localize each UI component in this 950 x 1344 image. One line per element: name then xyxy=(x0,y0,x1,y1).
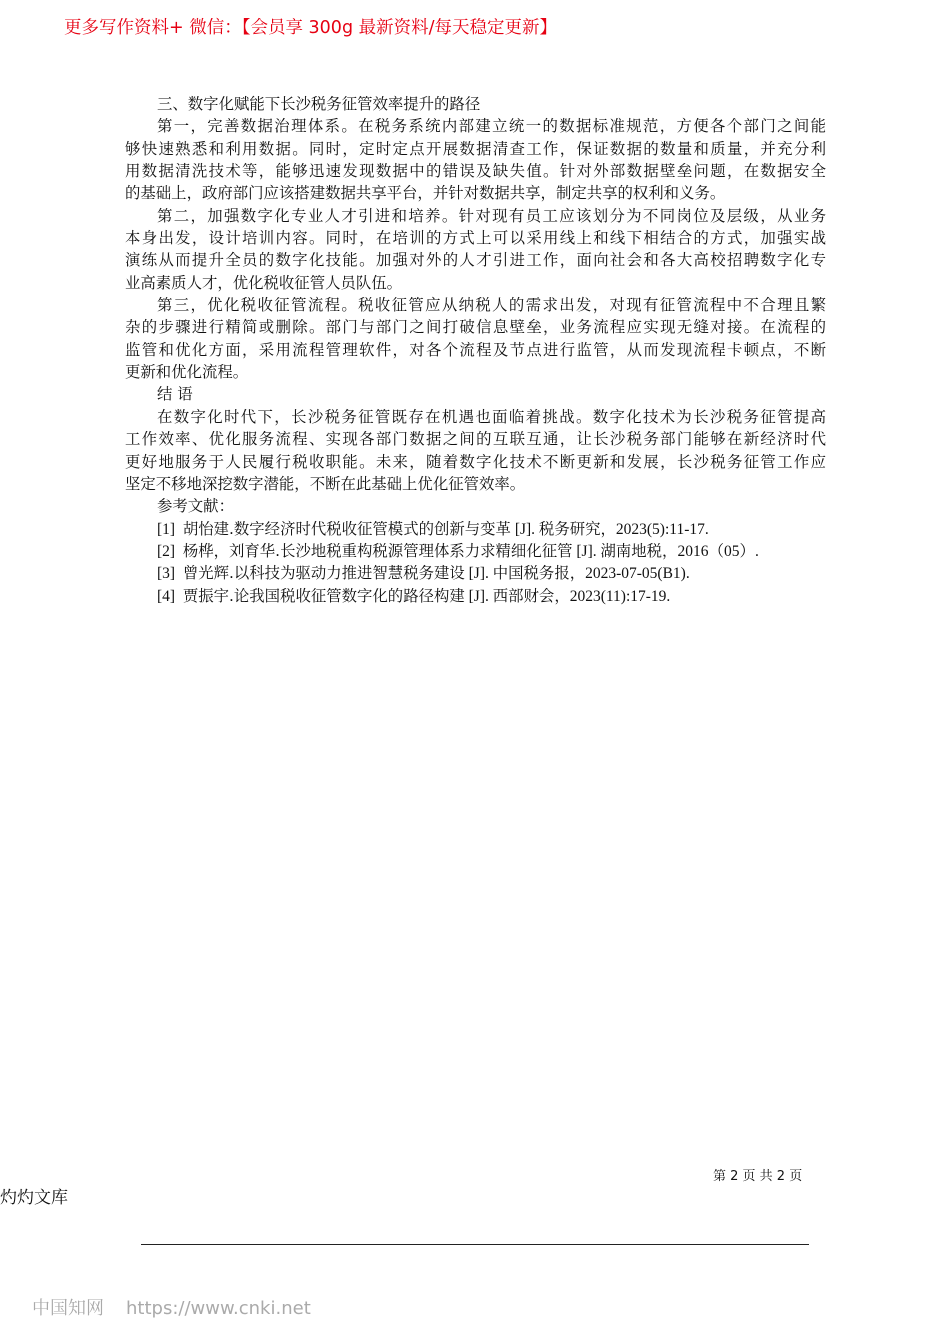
watermark xyxy=(32,1294,311,1320)
reference-title: 贾振宇.论我国税收征管数字化的路径构建 xyxy=(182,586,465,605)
reference-type: [J]. xyxy=(514,520,536,538)
reference-title: 曾光辉.以科技为驱动力推进智慧税务建设 xyxy=(182,564,465,583)
text-line: 监管和优化方面，采用流程管理软件，对各个流程及节点进行监管，从而发现流程卡顿点，不断 xyxy=(125,340,826,359)
promo-banner: 更多写作资料+ 微信：【会员享 300g 最新资料/每天稳定更新】 xyxy=(64,18,558,38)
reference-number: [1] xyxy=(157,520,176,538)
reference-item xyxy=(125,562,826,584)
library-name: 灼灼文库 xyxy=(0,1188,68,1208)
reference-item xyxy=(125,540,826,562)
reference-source: 湖南地税， xyxy=(600,541,678,560)
reference-detail: 2023(11):17-19. xyxy=(569,587,671,605)
paragraph-3 xyxy=(125,294,826,383)
text-line: 的基础上，政府部门应该搭建数据共享平台，并针对数据共享，制定共享的权利和义务。 xyxy=(125,184,726,203)
reference-source: 西部财会， xyxy=(492,586,570,605)
watermark-name: 中国知网 xyxy=(32,1298,104,1319)
text-line: 第一，完善数据治理体系。在税务系统内部建立统一的数据标准规范，方便各个部门之间能 xyxy=(157,117,826,136)
watermark-url: https://www.cnki.net xyxy=(126,1298,311,1319)
reference-title: 杨桦，刘育华.长沙地税重构税源管理体系力求精细化征管 xyxy=(182,541,573,560)
reference-type: [J]. xyxy=(576,542,597,560)
reference-detail: 2016（05）. xyxy=(677,542,759,560)
reference-number: [2] xyxy=(157,542,176,560)
text-line: 本身出发，设计培训内容。同时，在培训的方式上可以采用线上和线下相结合的方式，加强实战 xyxy=(125,229,826,248)
text-line: 更好地服务于人民履行税收职能。未来，随着数字化技术不断更新和发展，长沙税务征管工作应 xyxy=(125,452,826,471)
reference-title: 胡怡建.数字经济时代税收征管模式的创新与变革 xyxy=(182,519,511,538)
text-line: 业高素质人才，优化税收征管人员队伍。 xyxy=(125,273,403,292)
reference-number: [3] xyxy=(157,565,176,583)
text-line: 够快速熟悉和利用数据。同时，定时定点开展数据清查工作，保证数据的数量和质量，并充分利 xyxy=(125,139,826,158)
text-line: 演练从而提升全员的数字化技能。加强对外的人才引进工作，面向社会和各大高校招聘数字化专 xyxy=(125,251,826,270)
paragraph-2 xyxy=(125,205,826,294)
text-line: 工作效率、优化服务流程、实现各部门数据之间的互联互通，让长沙税务部门能够在新经济时代 xyxy=(125,430,826,449)
references-heading: 参考文献： xyxy=(157,497,234,516)
text-line: 第三，优化税收征管流程。税收征管应从纳税人的需求出发，对现有征管流程中不合理且繁 xyxy=(157,296,826,315)
text-line: 坚定不移地深挖数字潜能，不断在此基础上优化征管效率。 xyxy=(125,474,526,493)
reference-type: [J]. xyxy=(468,587,489,605)
references-list xyxy=(125,518,826,607)
conclusion-paragraph xyxy=(125,406,826,495)
text-line: 更新和优化流程。 xyxy=(125,363,249,382)
text-line: 在数字化时代下，长沙税务征管既存在机遇也面临着挑战。数字化技术为长沙税务征管提高 xyxy=(157,407,826,426)
reference-item xyxy=(125,518,826,540)
footer-divider xyxy=(141,1244,809,1245)
document-body xyxy=(125,93,826,607)
reference-source: 税务研究， xyxy=(538,519,616,538)
text-line: 杂的步骤进行精简或删除。部门与部门之间打破信息壁垒，业务流程应实现无缝对接。在流程的 xyxy=(125,318,826,337)
reference-number: [4] xyxy=(157,587,176,605)
reference-detail: 2023-07-05(B1). xyxy=(585,565,690,583)
paragraph-1 xyxy=(125,115,826,204)
text-line: 用数据清洗技术等，能够迅速发现数据中的错误及缺失值。针对外部数据壁垒问题，在数据安全 xyxy=(125,162,826,181)
reference-item xyxy=(125,585,826,607)
text-line: 第二，加强数字化专业人才引进和培养。针对现有员工应该划分为不同岗位及层级，从业务 xyxy=(157,206,826,225)
section-heading: 三、数字化赋能下长沙税务征管效率提升的路径 xyxy=(157,95,481,113)
conclusion-heading: 结 语 xyxy=(157,385,193,404)
page-number: 第 2 页 共 2 页 xyxy=(713,1169,803,1184)
reference-detail: 2023(5):11-17. xyxy=(615,520,709,538)
reference-type: [J]. xyxy=(468,565,489,583)
reference-source: 中国税务报， xyxy=(492,564,586,583)
